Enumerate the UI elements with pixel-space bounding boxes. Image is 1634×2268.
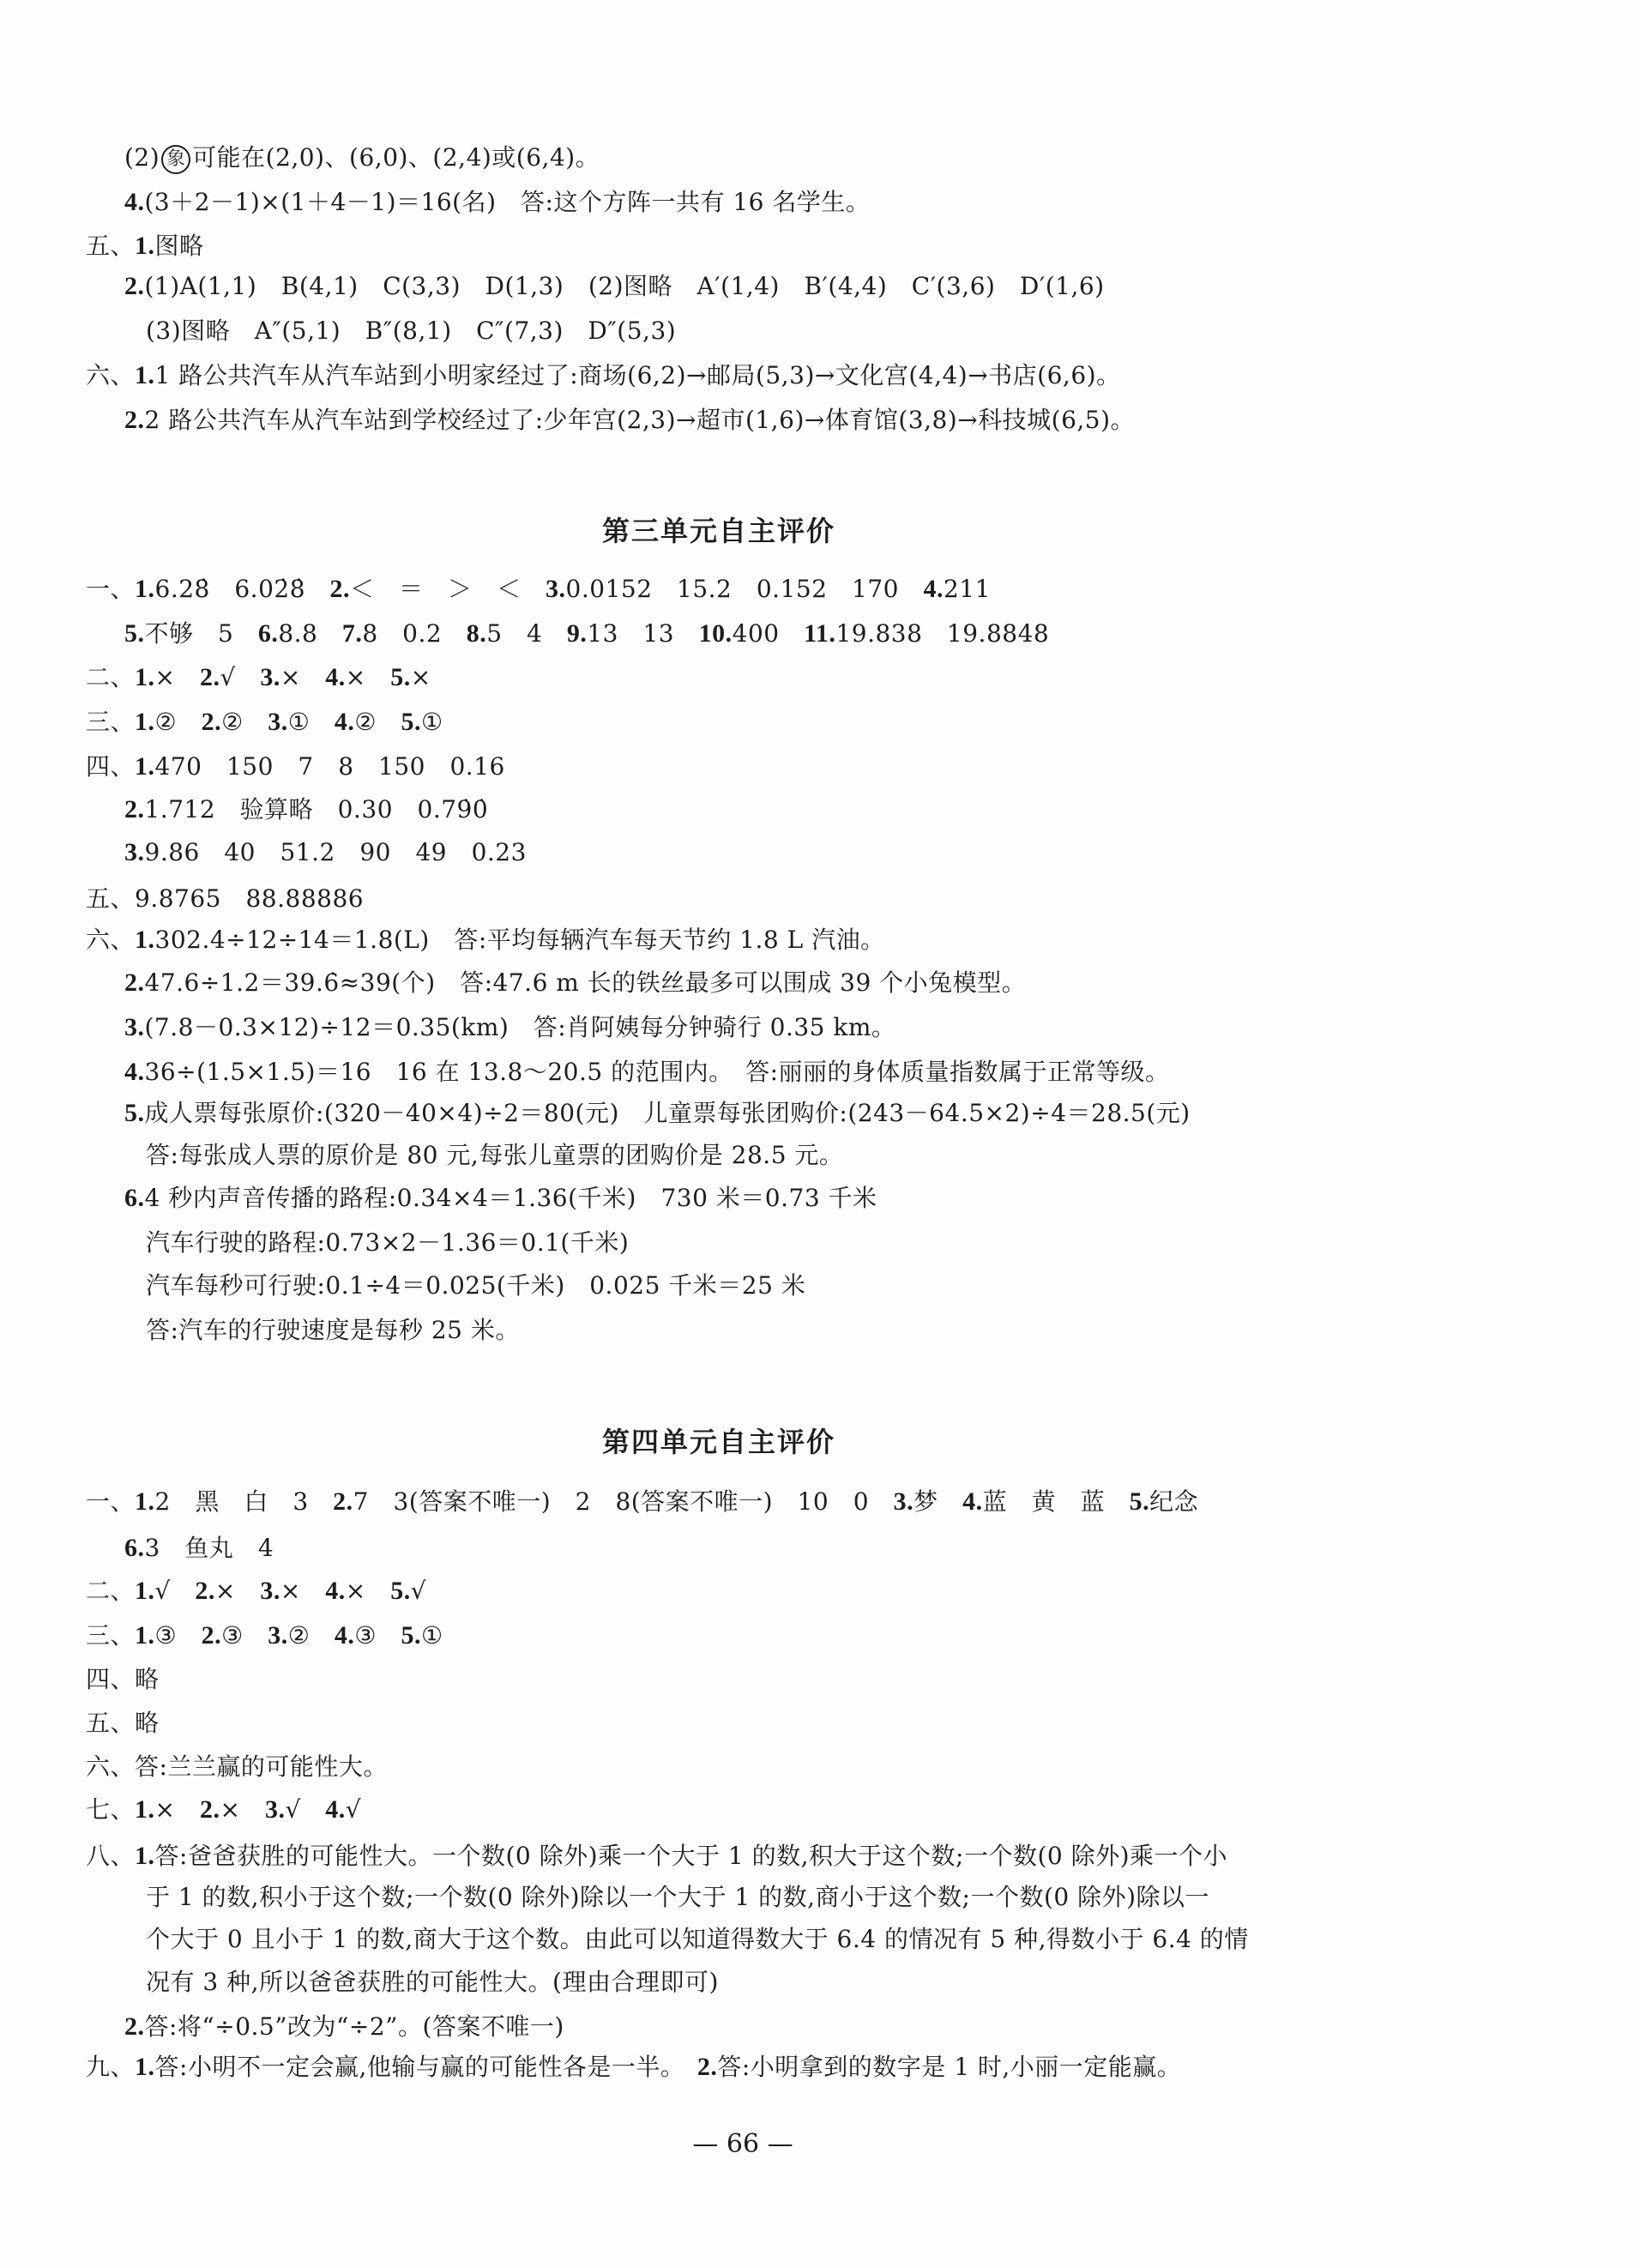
answer-text: 四、略 — [86, 1665, 160, 1693]
answer-text: 13 13 — [587, 619, 699, 648]
answer-line — [146, 1882, 1209, 1913]
answer-line — [146, 1315, 520, 1346]
question-number: 1. — [135, 1621, 155, 1650]
answer-text: ③ — [154, 1621, 202, 1650]
answer-line — [146, 1227, 629, 1258]
question-number: 2. — [329, 575, 351, 603]
answer-text: ① — [287, 708, 335, 736]
question-number: 3. — [893, 1487, 914, 1516]
question-number: 1. — [135, 232, 155, 260]
answer-line — [86, 574, 991, 605]
question-number: 2. — [124, 795, 145, 823]
answer-line — [86, 884, 364, 914]
answer-text: × — [410, 663, 431, 691]
question-number: 8. — [466, 619, 487, 648]
answer-text: 蓝 黄 蓝 — [982, 1487, 1130, 1516]
answer-text: 五、9.8765 88.88886 — [86, 884, 365, 913]
answer-text: (1)A(1,1) B(4,1) C(3,3) D(1,3) (2)图略 A′(1,4) B′(4,4) C′(3,6) D′(1,6) — [144, 272, 1105, 300]
question-number: 2. — [201, 1621, 222, 1650]
answer-text: 八、 — [86, 1842, 136, 1870]
answer-text: 5 4 — [486, 619, 567, 648]
answer-text: × — [214, 1577, 261, 1605]
answer-line — [86, 1664, 160, 1695]
question-number: 1. — [135, 2053, 155, 2081]
answer-text: 五、略 — [86, 1709, 160, 1737]
question-number: 2. — [199, 1795, 220, 1824]
answer-text: 六、 — [86, 926, 136, 954]
answer-text: 7 3(答案不唯一) 2 8(答案不唯一) 10 0 — [353, 1487, 894, 1516]
answer-text: 不够 5 — [144, 619, 258, 648]
answer-text: 答:汽车的行驶速度是每秒 25 米。 — [146, 1316, 520, 1344]
answer-line — [146, 1140, 843, 1171]
section-heading-unit-3: 第三单元自主评价 — [602, 515, 836, 547]
answer-text: 个大于 0 且小于 1 的数,商大于这个数。由此可以知道得数大于 6.4 的情况有 5 种,得数小于 6.4 的情 — [146, 1925, 1249, 1953]
question-number: 10. — [698, 619, 733, 648]
section-heading-unit-4: 第四单元自主评价 — [602, 1426, 836, 1458]
answer-text: 答:每张成人票的原价是 80 元,每张儿童票的团购价是 28.5 元。 — [146, 1141, 844, 1169]
answer-text: 答:爸爸获胜的可能性大。一个数(0 除外)乘一个大于 1 的数,积大于这个数;一个数(0 除外)乘一个小 — [154, 1842, 1228, 1870]
answer-text: ② — [221, 708, 268, 736]
answer-text: ③ — [221, 1621, 268, 1650]
answer-text: 0.0152 15.2 0.152 170 — [565, 575, 924, 603]
answer-line — [124, 1012, 895, 1043]
answer-line — [86, 751, 505, 782]
answer-text: 答:小明拿到的数字是 1 时,小丽一定能赢。 — [717, 2053, 1182, 2081]
question-number: 2. — [124, 2012, 145, 2041]
answer-text: 梦 — [913, 1487, 963, 1516]
question-number: 1. — [135, 575, 155, 603]
answer-text: 三、 — [86, 1621, 136, 1650]
answer-text: ① — [420, 1621, 443, 1650]
answer-line — [124, 1057, 1170, 1088]
answer-text: 图略 — [154, 232, 204, 260]
answer-text: × — [154, 1795, 200, 1824]
question-number: 4. — [334, 1621, 355, 1650]
answer-text: 四、 — [86, 752, 136, 781]
answer-text: 六、 — [86, 361, 136, 389]
answer-text: × — [154, 663, 200, 691]
question-number: 3. — [260, 1577, 280, 1605]
answer-text: 答:将“÷0.5”改为“÷2”。(答案不唯一) — [144, 2012, 564, 2041]
answer-line — [146, 1270, 805, 1301]
question-number: 4. — [124, 1058, 145, 1086]
answer-line — [86, 1841, 1227, 1872]
question-number: 3. — [124, 1013, 145, 1041]
answer-text: ② — [354, 708, 401, 736]
answer-text: (2) — [124, 143, 160, 172]
question-number: 4. — [325, 663, 346, 691]
question-number: 1. — [135, 1487, 155, 1516]
answer-text: 400 — [732, 619, 805, 648]
answer-line — [124, 618, 1049, 649]
answer-text: 9.86 40 51.2 90 49 0.23 — [144, 838, 527, 866]
answer-text: 3 鱼丸 4 — [144, 1534, 274, 1562]
question-number: 3. — [546, 575, 566, 603]
answer-line — [124, 187, 870, 218]
answer-line — [86, 662, 431, 693]
answer-text: ＜ ＝ ＞ ＜ — [350, 575, 546, 603]
answer-line — [86, 360, 1121, 391]
question-number: 2. — [124, 272, 145, 300]
answer-text: 470 150 7 8 150 0.16 — [154, 752, 505, 781]
answer-text: ① — [420, 708, 443, 736]
question-number: 1. — [135, 1577, 155, 1605]
page-number: — 66 — — [692, 2129, 793, 2159]
answer-text: 8 0.2 — [362, 619, 467, 648]
question-number: 9. — [566, 619, 588, 648]
answer-line — [146, 1924, 1249, 1955]
answer-line — [124, 1098, 1191, 1129]
answer-line — [124, 794, 488, 825]
answer-text: × — [345, 663, 391, 691]
question-number: 6. — [124, 1184, 145, 1212]
question-number: 6. — [124, 1534, 145, 1562]
question-number: 2. — [333, 1487, 353, 1516]
answer-text: (7.8－0.3×12)÷12＝0.35(km) 答:肖阿姨每分钟骑行 0.35 km。 — [144, 1013, 896, 1041]
answer-line — [86, 925, 885, 956]
answer-line — [124, 142, 600, 174]
question-number: 4. — [325, 1795, 346, 1824]
question-number: 5. — [401, 708, 421, 736]
answer-text: 可能在(2,0)、(6,0)、(2,4)或(6,4)。 — [192, 143, 600, 172]
answer-text: 纪念 — [1149, 1487, 1199, 1516]
answer-line — [86, 1752, 388, 1782]
question-number: 5. — [124, 619, 145, 648]
answer-line — [86, 707, 443, 738]
answer-text: 三、 — [86, 708, 136, 736]
answer-line — [86, 1620, 443, 1651]
question-number: 4. — [334, 708, 355, 736]
answer-text: 二、 — [86, 1577, 136, 1605]
answer-line — [146, 316, 676, 347]
answer-text: 6.28̇ 6.02̇8̇ — [154, 575, 330, 603]
answer-text: 302.4÷12÷14＝1.8(L) 答:平均每辆汽车每天节约 1.8 L 汽油。 — [154, 926, 885, 954]
answer-text: √ — [410, 1577, 427, 1605]
answer-text: 九、 — [86, 2053, 136, 2081]
question-number: 3. — [260, 663, 280, 691]
answer-text: 答:小明不一定会赢,他输与赢的可能性各是一半。 — [154, 2053, 697, 2081]
answer-text: 五、 — [86, 232, 136, 260]
answer-text: 二、 — [86, 663, 136, 691]
answer-text: 2 路公共汽车从汽车站到学校经过了:少年宫(2,3)→超市(1,6)→体育馆(3,8)→科技城(6,5)。 — [144, 406, 1136, 434]
answer-line — [124, 2012, 564, 2042]
answer-text: 2 黑 白 3 — [154, 1487, 334, 1516]
answer-text: 汽车每秒可行驶:0.1÷4＝0.025(千米) 0.025 千米＝25 米 — [146, 1271, 806, 1300]
answer-text: × — [280, 663, 326, 691]
question-number: 2. — [124, 406, 145, 434]
answer-line — [124, 405, 1135, 436]
question-number: 4. — [124, 188, 145, 216]
answer-text: 19.838 19.8848 — [835, 619, 1050, 648]
question-number: 1. — [135, 1795, 155, 1824]
answer-line — [146, 1967, 719, 1998]
answer-line — [124, 968, 1026, 998]
question-number: 2. — [199, 663, 220, 691]
answer-text: √ — [285, 1795, 326, 1824]
question-number: 6. — [257, 619, 279, 648]
answer-text: √ — [345, 1795, 362, 1824]
answer-text: √ — [154, 1577, 196, 1605]
answer-text: × — [345, 1577, 391, 1605]
question-number: 3. — [268, 708, 288, 736]
answer-line — [86, 1576, 426, 1607]
question-number: 1. — [135, 361, 155, 389]
question-number: 2. — [696, 2053, 718, 2081]
answer-text: 211 — [943, 575, 991, 603]
question-number: 1. — [135, 1842, 155, 1870]
answer-text: 8.8 — [278, 619, 342, 648]
question-number: 7. — [341, 619, 363, 648]
question-number: 5. — [1129, 1487, 1150, 1516]
answer-line — [124, 837, 527, 868]
answer-text: ③ — [354, 1621, 401, 1650]
question-number: 1. — [135, 708, 155, 736]
answer-line — [86, 1708, 160, 1739]
answer-text: ② — [287, 1621, 335, 1650]
answer-line — [124, 1533, 274, 1564]
answer-line — [86, 2052, 1181, 2083]
answer-text: (3＋2－1)×(1＋4－1)＝16(名) 答:这个方阵一共有 16 名学生。 — [144, 188, 871, 216]
question-number: 2. — [201, 708, 222, 736]
answer-text: 36÷(1.5×1.5)＝16 16 在 13.8～20.5 的范围内。 答:丽丽的身体质量指数属于正常等级。 — [144, 1058, 1170, 1086]
question-number: 11. — [804, 619, 836, 648]
question-number: 1. — [135, 663, 155, 691]
question-number: 1. — [135, 752, 155, 781]
answer-text: 一、 — [86, 1487, 136, 1516]
answer-text: × — [220, 1795, 265, 1824]
answer-line — [86, 231, 204, 262]
answer-line — [124, 271, 1105, 302]
question-number: 5. — [124, 1099, 145, 1127]
answer-text: 1.712 验算略 0.30 0.79̇0̇ — [144, 795, 489, 823]
answer-text: 47.6÷1.2＝39.6̇≈39(个) 答:47.6 m 长的铁丝最多可以围成 39 个小兔模型。 — [144, 968, 1027, 997]
answer-text: 七、 — [86, 1795, 136, 1824]
answer-line — [86, 1487, 1198, 1517]
answer-text: 况有 3 种,所以爸爸获胜的可能性大。(理由合理即可) — [146, 1968, 719, 1996]
answer-text: 汽车行驶的路程:0.73×2－1.36＝0.1(千米) — [146, 1228, 630, 1257]
answer-text: × — [280, 1577, 326, 1605]
answer-line — [86, 1794, 361, 1825]
answer-text: ② — [154, 708, 202, 736]
answer-text: 一、 — [86, 575, 136, 603]
answer-text: 于 1 的数,积小于这个数;一个数(0 除外)除以一个大于 1 的数,商小于这个数;一个数(0 除外)除以一 — [146, 1883, 1210, 1911]
question-number: 2. — [195, 1577, 215, 1605]
answer-text: √ — [220, 663, 261, 691]
answer-text: 1 路公共汽车从汽车站到小明家经过了:商场(6,2)→邮局(5,3)→文化宫(4,4)→书店(6,6)。 — [154, 361, 1121, 389]
question-number: 5. — [390, 663, 411, 691]
circled-character: 象 — [161, 145, 190, 174]
answer-text: (3)图略 A″(5,1) B″(8,1) C″(7,3) D″(5,3) — [146, 317, 677, 345]
question-number: 3. — [124, 838, 145, 866]
question-number: 4. — [962, 1487, 983, 1516]
answer-text: 六、答:兰兰赢的可能性大。 — [86, 1752, 388, 1781]
question-number: 5. — [401, 1621, 421, 1650]
answer-text: 4 秒内声音传播的路程:0.34×4＝1.36(千米) 730 米＝0.73 千米 — [144, 1184, 877, 1212]
question-number: 3. — [268, 1621, 288, 1650]
question-number: 5. — [390, 1577, 411, 1605]
answer-text: 成人票每张原价:(320－40×4)÷2＝80(元) 儿童票每张团购价:(243－64.5×2)÷4＝28.5(元) — [144, 1099, 1191, 1127]
question-number: 2. — [124, 968, 145, 997]
question-number: 3. — [264, 1795, 286, 1824]
question-number: 1. — [135, 926, 155, 954]
question-number: 4. — [325, 1577, 346, 1605]
question-number: 4. — [923, 575, 944, 603]
answer-line — [124, 1183, 877, 1214]
